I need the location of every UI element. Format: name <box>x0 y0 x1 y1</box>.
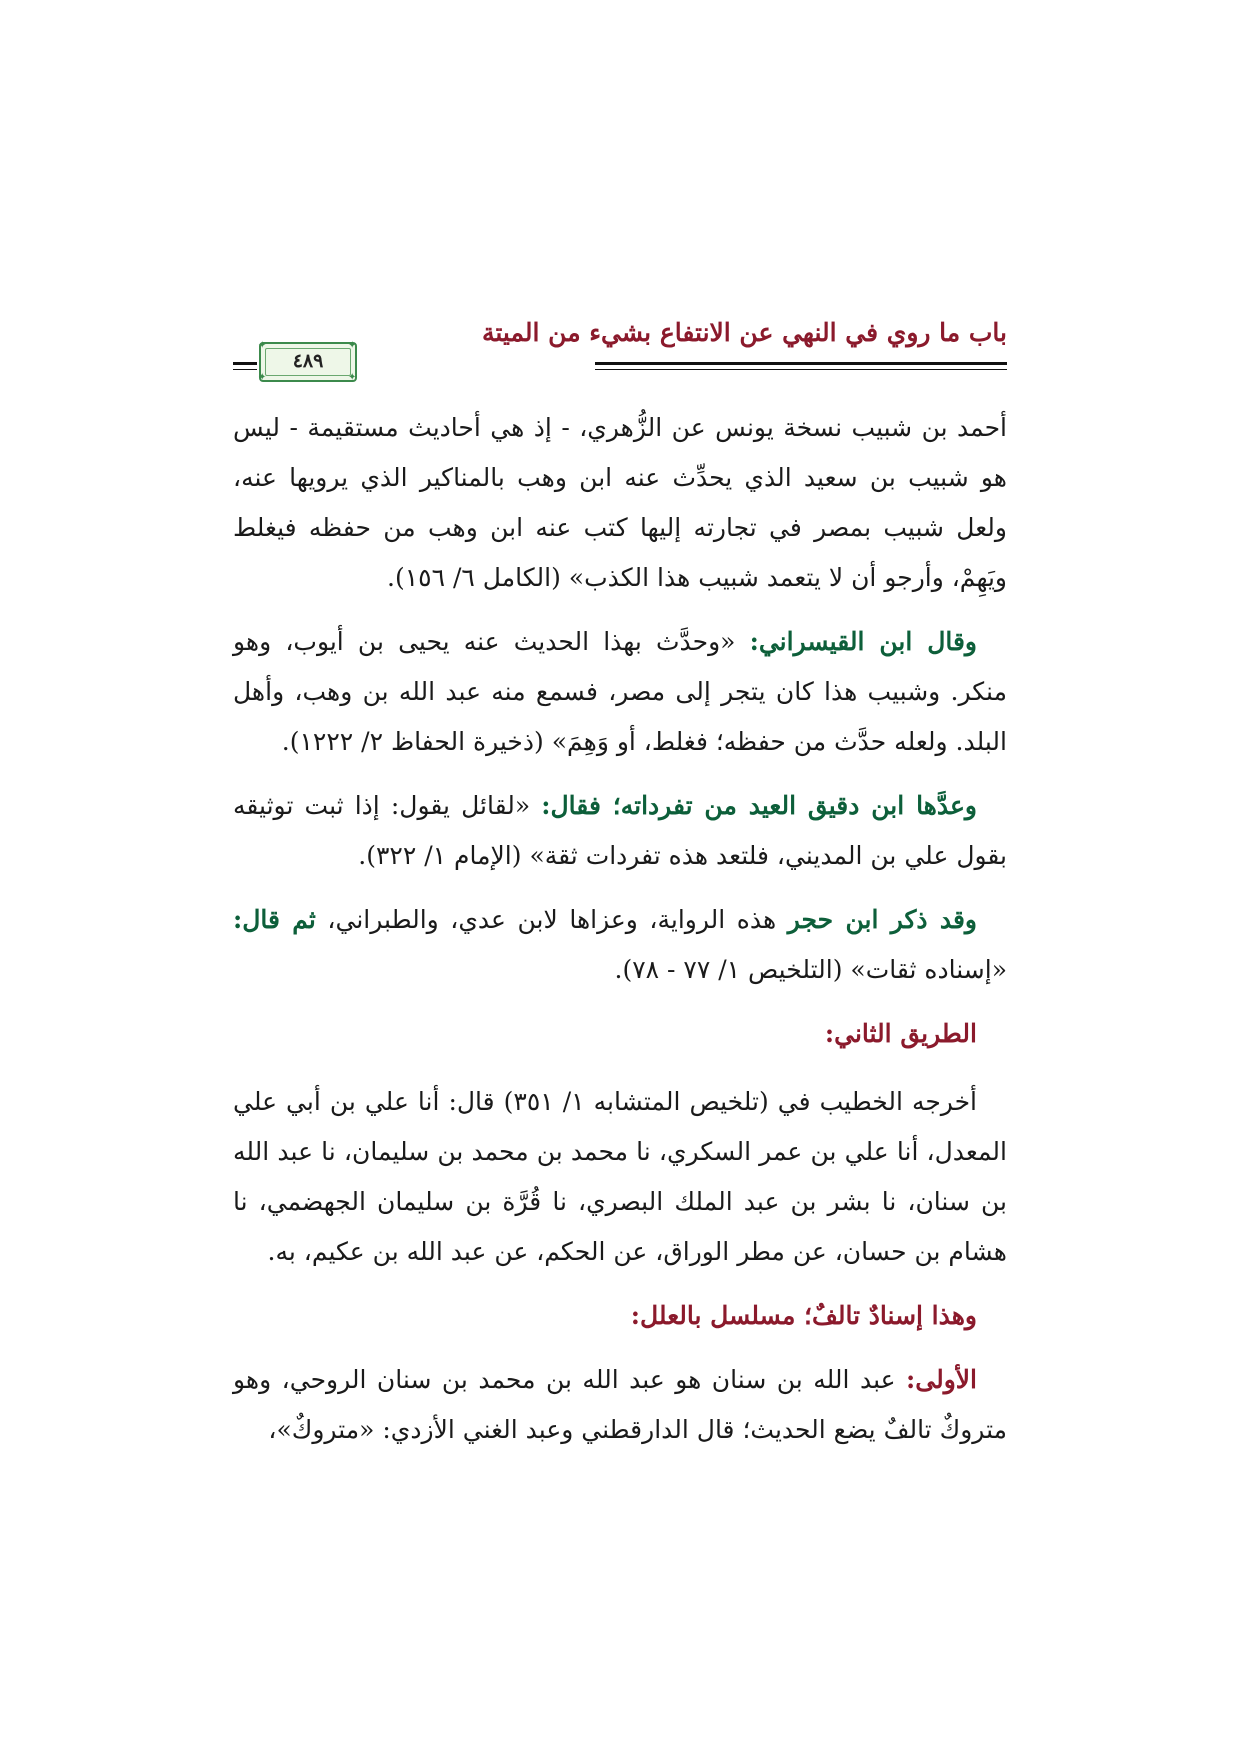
header-rule-left <box>233 362 257 365</box>
paragraph-6 <box>233 1355 1007 1455</box>
paragraph-2 <box>233 617 1007 767</box>
paragraph-text: «لقائل يقول: إذا ثبت توثيقه بقول علي بن المديني، فلتعد هذه تفردات ثقة» (الإمام ١/ ٣٢٢). <box>233 791 1007 870</box>
paragraph-text: هذه الرواية، وعزاها لابن عدي، والطبراني، <box>315 905 788 934</box>
page-number: ٤٨٩ <box>292 350 324 372</box>
ornament-corner-icon: ✦ <box>348 340 357 351</box>
section-heading-2: وهذا إسنادٌ تالفٌ؛ مسلسل بالعلل: <box>630 1301 977 1330</box>
paragraph-text: أحمد بن شبيب نسخة يونس عن الزُّهري، - إذ هي أحاديث مستقيمة - ليس هو شبيب بن سعيد الذي يحدِّث عنه ابن وهب بالمناكير الذي يرويها عنه، ولعل شبيب بمصر في تجارته إليها كتب عنه ابن وهب من حفظه فيغلط ويَهِمْ، وأرجو أن لا يتعمد شبيب هذا الكذب» (الكامل ٦/ ١٥٦). <box>233 413 1007 592</box>
paragraph-text: عبد الله بن سنان هو عبد الله بن محمد بن سنان الروحي، وهو متروكٌ تالفٌ يضع الحديث؛ قال الدارقطني وعبد الغني الأزدي: «متروكٌ»، <box>233 1365 1007 1444</box>
page-number-badge <box>259 342 357 382</box>
ornament-corner-icon: ✦ <box>258 340 267 351</box>
page-header <box>233 318 1007 383</box>
paragraph-1 <box>233 403 1007 603</box>
page-body <box>233 403 1007 1469</box>
paragraph-3 <box>233 781 1007 881</box>
ornament-corner-icon: ✦ <box>258 372 267 383</box>
speaker-label: وعدَّها ابن دقيق العيد من تفرداته؛ فقال: <box>541 791 977 820</box>
item-label: الأولى: <box>906 1365 977 1394</box>
paragraph-text-end: «إسناده ثقات» (التلخيص ١/ ٧٧ - ٧٨). <box>614 955 1007 984</box>
header-rule-thin <box>595 369 1007 370</box>
header-rule-left-thin <box>233 369 257 370</box>
section-heading: الطريق الثاني: <box>824 1019 977 1048</box>
paragraph-text: أخرجه الخطيب في (تلخيص المتشابه ١/ ٣٥١) قال: أنا علي بن أبي علي المعدل، أنا علي بن عمر السكري، نا محمد بن محمد بن سليمان، نا عبد الله بن سنان، نا بشر بن عبد الملك البصري، نا قُرَّة بن سليمان الجهضمي، نا هشام بن حسان، عن مطر الوراق، عن الحكم، عن عبد الله بن عكيم، به. <box>233 1087 1007 1266</box>
paragraph-text: «وحدَّث بهذا الحديث عنه يحيى بن أيوب، وهو منكر. وشبيب هذا كان يتجر إلى مصر، فسمع منه عبد الله بن وهب، وأهل البلد. ولعله حدَّث من حفظه؛ فغلط، أو وَهِمَ» (ذخيرة الحفاظ ٢/ ١٢٢٢). <box>233 627 1007 756</box>
ornament-corner-icon: ✦ <box>348 372 357 383</box>
paragraph-4 <box>233 895 1007 995</box>
chapter-title: باب ما روي في النهي عن الانتفاع بشيء من الميتة <box>481 318 1007 347</box>
header-rule <box>595 362 1007 365</box>
paragraph-5 <box>233 1077 1007 1277</box>
speaker-label: وقد ذكر ابن حجر <box>787 905 977 934</box>
speaker-label-2: ثم قال: <box>233 905 316 934</box>
speaker-label: وقال ابن القيسراني: <box>749 627 978 656</box>
